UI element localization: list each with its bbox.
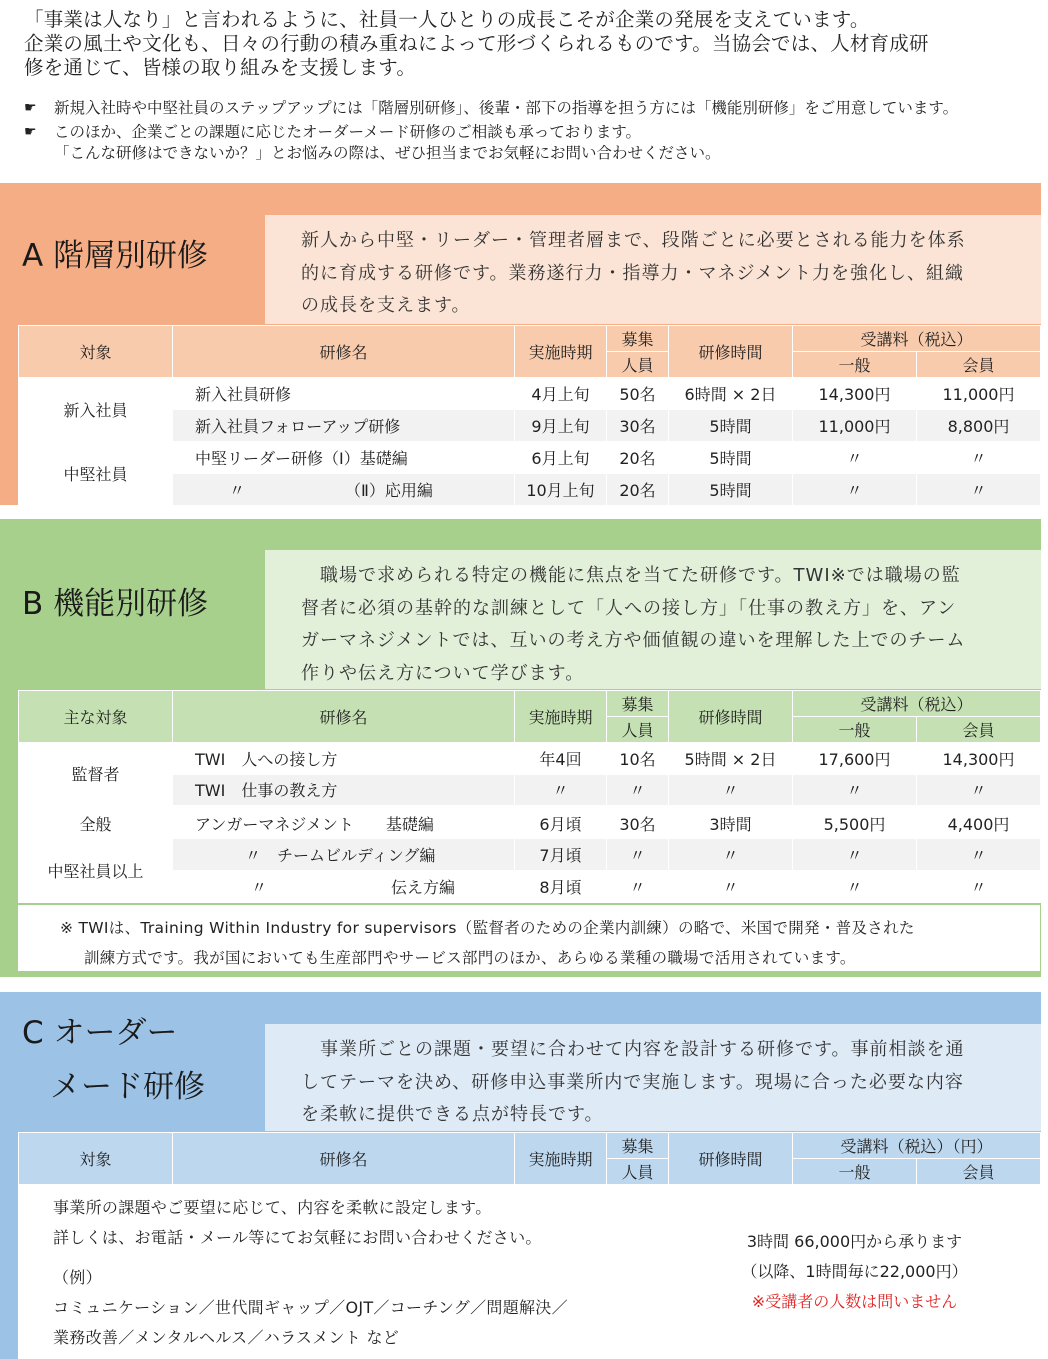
cell-member: 〃 (917, 871, 1041, 903)
section-title: A 階層別研修 (22, 238, 209, 274)
table-row (19, 442, 1041, 474)
table-row (19, 378, 1041, 410)
bullet-text: 「こんな研修はできないか？」とお悩みの際は、ぜひ担当までお気軽にお問い合わせください。 (54, 144, 721, 162)
cell-name: 〃 チームビルディング編 (173, 839, 515, 871)
cell-period: 9月上旬 (515, 410, 607, 442)
intro-line: 企業の風土や文化も、日々の行動の積み重ねによって形づくられるものです。当協会では、人材育成研 (24, 32, 929, 55)
example-text: コミュニケーション／世代間ギャップ／OJT／コーチング／問題解決／ (53, 1298, 568, 1317)
twi-note (18, 905, 1040, 971)
table-row (19, 839, 1041, 871)
cell-general: 5,500円 (793, 807, 917, 839)
training-table (18, 690, 1041, 903)
price-note: ※受講者の人数は問いません (751, 1291, 958, 1311)
cell-recruit: 〃 (607, 871, 669, 903)
header-name: 研修名 (173, 326, 515, 378)
cell-recruit: 30名 (607, 410, 669, 442)
name-ditto: 〃 (251, 878, 268, 897)
header-fee: 受講料（税込） (793, 691, 1041, 717)
cell-period: 6月上旬 (515, 442, 607, 474)
cell-hours: 5時間 (669, 442, 793, 474)
name-rest: （Ⅱ）応用編 (345, 481, 433, 500)
cell-period: 10月上旬 (515, 474, 607, 506)
name-ditto: 〃 (229, 481, 246, 500)
header-hours: 研修時間 (669, 691, 793, 743)
cell-hours: 3時間 (669, 807, 793, 839)
cell-hours: 5時間 (669, 474, 793, 506)
header-hours: 研修時間 (669, 326, 793, 378)
bullet-text: このほか、企業ごとの課題に応じたオーダーメード研修のご相談も承っております。 (54, 123, 641, 141)
cell-hours: 〃 (669, 839, 793, 871)
example-label: （例） (53, 1268, 102, 1287)
header-name: 研修名 (173, 1133, 515, 1185)
cell-period: 〃 (515, 775, 607, 807)
cell-recruit: 20名 (607, 474, 669, 506)
cell-name: 新入社員研修 (173, 378, 515, 410)
header-recruit: 募集 (607, 691, 669, 717)
bullet-list (24, 98, 1039, 164)
header-recruit: 募集 (607, 326, 669, 352)
header-period: 実施時期 (515, 691, 607, 743)
intro-text (24, 8, 1034, 80)
cell-general: 17,600円 (793, 743, 917, 775)
section-description (265, 215, 1041, 324)
header-member: 会員 (917, 717, 1041, 743)
description-line: 事業所ごとの課題・要望に合わせて内容を設計する研修です。事前相談を通 (301, 1039, 965, 1060)
cell-hours: 〃 (669, 871, 793, 903)
cell-name: TWI 仕事の教え方 (173, 775, 515, 807)
cell-member: 〃 (917, 839, 1041, 871)
cell-recruit: 〃 (607, 839, 669, 871)
header-target: 対象 (19, 1133, 173, 1185)
cell-hours: 6時間 × 2日 (669, 378, 793, 410)
custom-description (19, 1185, 669, 1359)
header-member: 会員 (917, 352, 1041, 378)
cell-general: 11,000円 (793, 410, 917, 442)
cell-target: 全般 (19, 807, 173, 839)
cell-recruit: 10名 (607, 743, 669, 775)
cell-name: 中堅リーダー研修（Ⅰ）基礎編 (173, 442, 515, 474)
cell-member: 4,400円 (917, 807, 1041, 839)
cell-hours: 5時間 × 2日 (669, 743, 793, 775)
custom-text: 事業所の課題やご要望に応じて、内容を柔軟に設定します。 (53, 1198, 492, 1217)
header-general: 一般 (793, 1159, 917, 1185)
table-row (19, 743, 1041, 775)
bullet-item (24, 122, 1039, 164)
header-fee: 受講料（税込） (793, 326, 1041, 352)
cell-target: 監督者 (19, 743, 173, 807)
header-target: 対象 (19, 326, 173, 378)
cell-general: 〃 (793, 775, 917, 807)
description-line: 職場で求められる特定の機能に焦点を当てた研修です。TWI※では職場の監 (301, 565, 961, 586)
cell-member: 〃 (917, 442, 1041, 474)
section-functional-training (0, 519, 1041, 977)
description-line: 的に育成する研修です。業務遂行力・指導力・マネジメント力を強化し、組織 (301, 262, 965, 284)
cell-period: 年4回 (515, 743, 607, 775)
bullet-item (24, 98, 1039, 119)
name-rest: 伝え方編 (391, 878, 456, 897)
table-row (19, 775, 1041, 807)
table-row (19, 1185, 1041, 1359)
header-recruit: 人員 (607, 352, 669, 378)
example-text: 業務改善／メンタルヘルス／ハラスメント など (53, 1328, 400, 1347)
cell-recruit: 〃 (607, 775, 669, 807)
description-line: してテーマを決め、研修申込事業所内で実施します。現場に合った必要な内容 (301, 1071, 964, 1093)
section-description (265, 550, 1041, 689)
bullet-text: 新規入社時や中堅社員のステップアップには「階層別研修」、後輩・部下の指導を担う方には「機能別研修」をご用意しています。 (54, 99, 959, 117)
section-description (265, 1024, 1041, 1131)
header-target: 主な対象 (19, 691, 173, 743)
cell-general: 〃 (793, 474, 917, 506)
description-line: ガーマネジメントでは、互いの考え方や価値観の違いを理解した上でのチーム (301, 630, 966, 651)
cell-target: 新入社員 (19, 378, 173, 442)
price-text: （以降、1時間毎に22,000円） (741, 1261, 968, 1281)
cell-member: 〃 (917, 775, 1041, 807)
cell-recruit: 30名 (607, 807, 669, 839)
note-line: ※ TWIは、Training Within Industry for supervisors（監督者のための企業内訓練）の略で、米国で開発・普及された (60, 919, 915, 937)
cell-target: 中堅社員 (19, 442, 173, 506)
cell-general: 〃 (793, 871, 917, 903)
cell-member: 14,300円 (917, 743, 1041, 775)
cell-name: TWI 人への接し方 (173, 743, 515, 775)
description-line: の成長を支えます。 (301, 295, 471, 316)
cell-period: 8月頃 (515, 871, 607, 903)
cell-period: 6月頃 (515, 807, 607, 839)
description-line: 新人から中堅・リーダー・管理者層まで、段階ごとに必要とされる能力を体系 (301, 230, 966, 251)
header-name: 研修名 (173, 691, 515, 743)
training-table (18, 1132, 1041, 1359)
header-recruit: 人員 (607, 1159, 669, 1185)
section-title: B 機能別研修 (22, 586, 209, 622)
header-recruit: 募集 (607, 1133, 669, 1159)
table-row (19, 474, 1041, 506)
table-row (19, 871, 1041, 903)
header-member: 会員 (917, 1159, 1041, 1185)
pointing-hand-icon: ☛ (24, 100, 37, 116)
table-row (19, 807, 1041, 839)
header-fee: 受講料（税込）（円） (793, 1133, 1041, 1159)
section-title-line: C オーダー (22, 1015, 178, 1051)
section-hierarchical-training (0, 183, 1041, 505)
cell-member: 11,000円 (917, 378, 1041, 410)
cell-name: アンガーマネジメント 基礎編 (173, 807, 515, 839)
cell-recruit: 20名 (607, 442, 669, 474)
cell-member: 〃 (917, 474, 1041, 506)
description-line: 作りや伝え方について学びます。 (301, 662, 585, 684)
cell-period: 4月上旬 (515, 378, 607, 410)
header-hours: 研修時間 (669, 1133, 793, 1185)
intro-line: 修を通じて、皆様の取り組みを支援します。 (24, 56, 417, 79)
cell-recruit: 50名 (607, 378, 669, 410)
table-row (19, 410, 1041, 442)
header-recruit: 人員 (607, 717, 669, 743)
note-line: 訓練方式です。我が国においても生産部門やサービス部門のほか、あらゆる業種の職場で活用されています。 (84, 949, 856, 967)
cell-hours: 5時間 (669, 410, 793, 442)
custom-text: 詳しくは、お電話・メール等にてお気軽にお問い合わせください。 (53, 1228, 542, 1247)
cell-name (173, 871, 515, 903)
cell-hours: 〃 (669, 775, 793, 807)
description-line: 督者に必須の基幹的な訓練として「人への接し方」「仕事の教え方」を、アン (301, 597, 957, 619)
cell-general: 〃 (793, 442, 917, 474)
cell-name: 新入社員フォローアップ研修 (173, 410, 515, 442)
intro-line: 「事業は人なり」と言われるように、社員一人ひとりの成長こそが企業の発展を支えています。 (24, 8, 870, 31)
section-title-line: メード研修 (50, 1069, 205, 1105)
section-custom-training (0, 992, 1041, 1359)
header-general: 一般 (793, 717, 917, 743)
pointing-hand-icon: ☛ (24, 124, 37, 140)
cell-period: 7月頃 (515, 839, 607, 871)
header-general: 一般 (793, 352, 917, 378)
training-table (18, 325, 1041, 506)
cell-name (173, 474, 515, 506)
custom-price (669, 1185, 1041, 1359)
price-text: 3時間 66,000円から承ります (746, 1231, 963, 1251)
description-line: を柔軟に提供できる点が特長です。 (301, 1104, 604, 1125)
cell-member: 8,800円 (917, 410, 1041, 442)
cell-target: 中堅社員以上 (19, 839, 173, 903)
header-period: 実施時期 (515, 1133, 607, 1185)
cell-general: 〃 (793, 839, 917, 871)
header-period: 実施時期 (515, 326, 607, 378)
cell-general: 14,300円 (793, 378, 917, 410)
section-title (22, 1006, 205, 1114)
